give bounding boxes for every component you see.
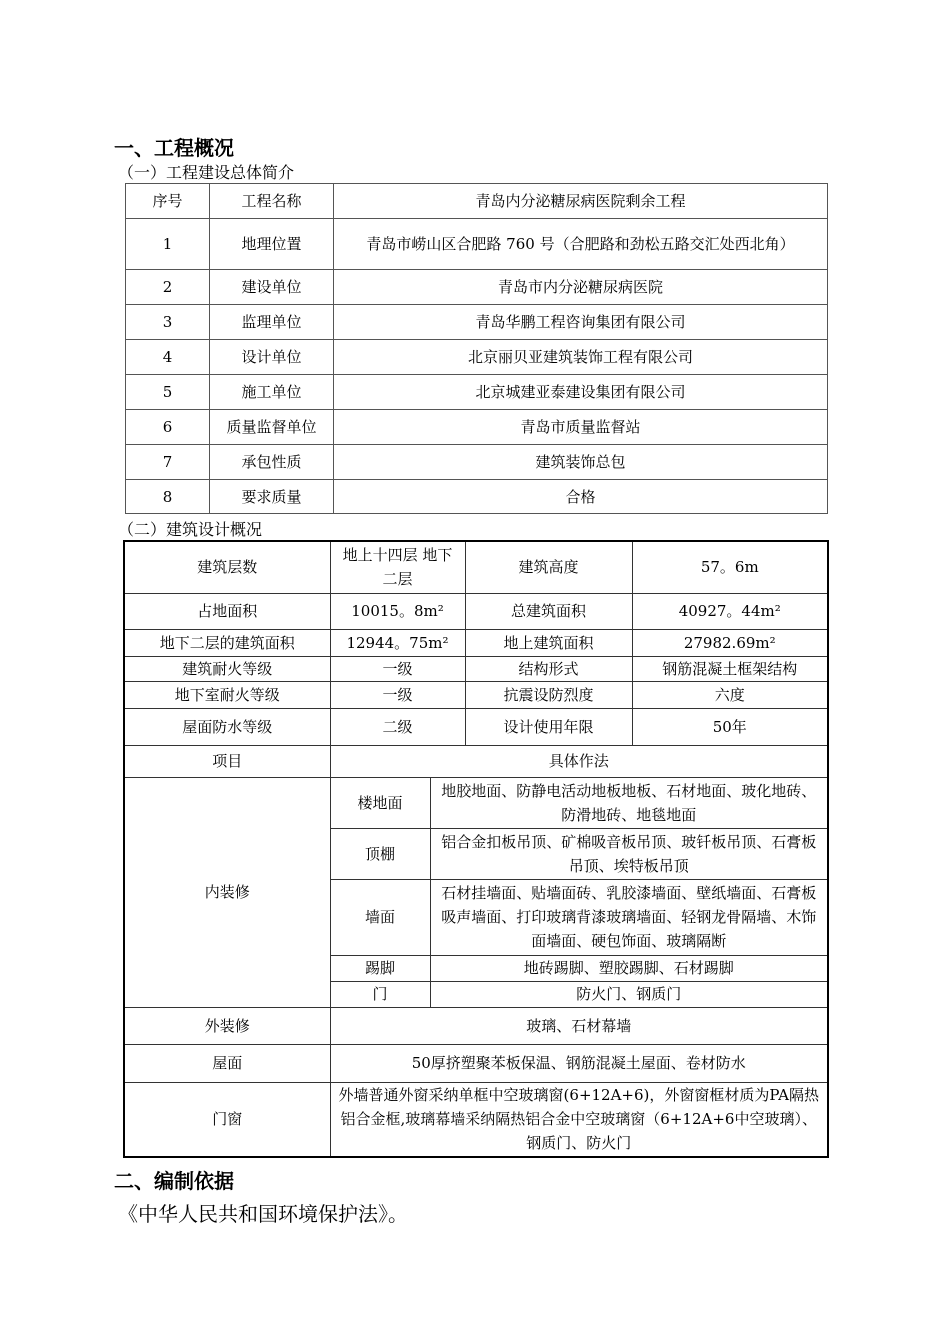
- table-cell: 北京丽贝亚建筑装饰工程有限公司: [334, 340, 828, 375]
- table-cell: 2: [126, 270, 210, 305]
- table-row: [124, 681, 828, 708]
- table-cell: 北京城建亚泰建设集团有限公司: [334, 375, 828, 410]
- table-cell: 地上建筑面积: [465, 629, 632, 656]
- table-cell: 青岛市内分泌糖尿病医院: [334, 270, 828, 305]
- table-cell: 地下室耐火等级: [124, 681, 330, 708]
- table-cell: 50厚挤塑聚苯板保温、钢筋混凝土屋面、卷材防水: [330, 1044, 828, 1082]
- table-cell: 地砖踢脚、塑胶踢脚、石材踢脚: [430, 955, 828, 981]
- table-cell: 门: [330, 981, 430, 1007]
- table-cell: 合格: [334, 480, 828, 514]
- table-cell: 7: [126, 445, 210, 480]
- table-cell: 结构形式: [465, 656, 632, 681]
- table-row: [126, 305, 828, 340]
- table-cell: 石材挂墙面、贴墙面砖、乳胶漆墙面、壁纸墙面、石膏板吸声墙面、打印玻璃背漆玻璃墙面、轻钢龙骨隔墙、木饰面墙面、硬包饰面、玻璃隔断: [430, 879, 828, 955]
- table-cell: 总建筑面积: [465, 593, 632, 629]
- table-row: [124, 629, 828, 656]
- table-row: [126, 270, 828, 305]
- table-cell: 二级: [330, 708, 465, 745]
- table-cell: 序号: [126, 184, 210, 219]
- table-row: [124, 541, 828, 593]
- table-cell: 玻璃、石材幕墙: [330, 1007, 828, 1044]
- table-cell: 一级: [330, 681, 465, 708]
- table-cell: 地上十四层 地下二层: [330, 541, 465, 593]
- table-cell: 设计使用年限: [465, 708, 632, 745]
- table-cell: 屋面防水等级: [124, 708, 330, 745]
- table-cell: 建筑耐火等级: [124, 656, 330, 681]
- table-cell: 10015。8m²: [330, 593, 465, 629]
- table-cell: 工程名称: [210, 184, 334, 219]
- table-cell: 防火门、钢质门: [430, 981, 828, 1007]
- table-cell: 6: [126, 410, 210, 445]
- design-overview-table: [123, 540, 829, 1158]
- table-cell: 占地面积: [124, 593, 330, 629]
- section-title-basis: 二、编制依据: [114, 1169, 234, 1193]
- table-row: [126, 219, 828, 270]
- table-cell: 六度: [632, 681, 828, 708]
- table-cell: 外墙普通外窗采纳单框中空玻璃窗(6+12A+6)，外窗窗框材质为PA隔热铝合金框,玻璃幕墙采纳隔热铝合金中空玻璃窗（6+12A+6中空玻璃）、钢质门、防火门: [330, 1082, 828, 1157]
- subsection-title-design: （二）建筑设计概况: [118, 520, 263, 539]
- table-cell: 要求质量: [210, 480, 334, 514]
- table-cell: 4: [126, 340, 210, 375]
- table-cell: 50年: [632, 708, 828, 745]
- table-cell: 踢脚: [330, 955, 430, 981]
- table-row: [124, 656, 828, 681]
- project-intro-table: [125, 183, 828, 514]
- table-cell: 40927。44m²: [632, 593, 828, 629]
- table-cell: 设计单位: [210, 340, 334, 375]
- table-cell: 质量监督单位: [210, 410, 334, 445]
- table-row: [126, 184, 828, 219]
- table-row: [124, 708, 828, 745]
- table-cell: 外装修: [124, 1007, 330, 1044]
- table-cell: 12944。75m²: [330, 629, 465, 656]
- table-cell: 57。6m: [632, 541, 828, 593]
- table-cell: 钢筋混凝土框架结构: [632, 656, 828, 681]
- table-cell: 青岛市崂山区合肥路 760 号（合肥路和劲松五路交汇处西北角）: [334, 219, 828, 270]
- table-cell: 青岛市质量监督站: [334, 410, 828, 445]
- table-cell: 承包性质: [210, 445, 334, 480]
- table-cell: 5: [126, 375, 210, 410]
- table-row: [126, 480, 828, 514]
- table-cell: 建设单位: [210, 270, 334, 305]
- table-cell: 建筑高度: [465, 541, 632, 593]
- table-cell: 一级: [330, 656, 465, 681]
- table-cell: 内装修: [124, 777, 330, 1007]
- table-cell: 墙面: [330, 879, 430, 955]
- table-cell: 3: [126, 305, 210, 340]
- table-cell: 门窗: [124, 1082, 330, 1157]
- table-row: [124, 1044, 828, 1082]
- table-row: [126, 445, 828, 480]
- subsection-title-intro: （一）工程建设总体简介: [118, 163, 295, 182]
- section-title-overview: 一、工程概况: [114, 136, 234, 160]
- table-row: [124, 593, 828, 629]
- table-cell: 地理位置: [210, 219, 334, 270]
- table-cell: 27982.69m²: [632, 629, 828, 656]
- table-cell: 项目: [124, 745, 330, 777]
- table-row: [126, 410, 828, 445]
- table-cell: 地下二层的建筑面积: [124, 629, 330, 656]
- table-row: [126, 340, 828, 375]
- table-row: [124, 777, 828, 828]
- table-cell: 顶棚: [330, 828, 430, 879]
- reference-text: 《中华人民共和国环境保护法》。: [118, 1202, 408, 1226]
- table-cell: 1: [126, 219, 210, 270]
- table-cell: 铝合金扣板吊顶、矿棉吸音板吊顶、玻钎板吊顶、石膏板吊顶、埃特板吊顶: [430, 828, 828, 879]
- table-cell: 具体作法: [330, 745, 828, 777]
- table-cell: 青岛华鹏工程咨询集团有限公司: [334, 305, 828, 340]
- table-cell: 建筑装饰总包: [334, 445, 828, 480]
- table-cell: 建筑层数: [124, 541, 330, 593]
- table-cell: 抗震设防烈度: [465, 681, 632, 708]
- table-row: [124, 745, 828, 777]
- table-row: [124, 1007, 828, 1044]
- table-row: [124, 1082, 828, 1157]
- table-cell: 地胶地面、防静电活动地板地板、石材地面、玻化地砖、防滑地砖、地毯地面: [430, 777, 828, 828]
- table-cell: 施工单位: [210, 375, 334, 410]
- table-cell: 监理单位: [210, 305, 334, 340]
- table-cell: 8: [126, 480, 210, 514]
- table-row: [126, 375, 828, 410]
- table-cell: 屋面: [124, 1044, 330, 1082]
- table-cell: 楼地面: [330, 777, 430, 828]
- table-cell: 青岛内分泌糖尿病医院剩余工程: [334, 184, 828, 219]
